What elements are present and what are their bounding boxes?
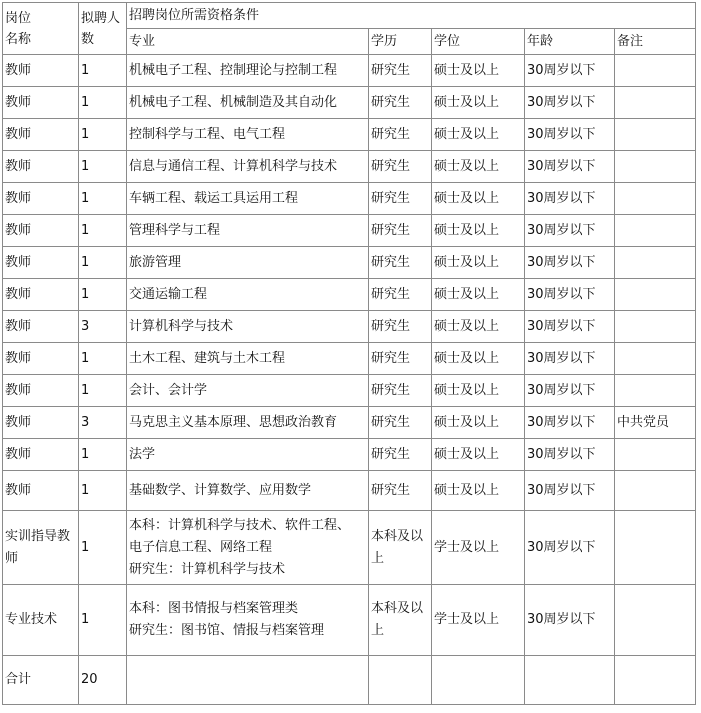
count-cell: 1 xyxy=(79,375,127,407)
count-cell: 1 xyxy=(79,183,127,215)
count-cell: 3 xyxy=(79,407,127,439)
education-cell: 研究生 xyxy=(369,471,432,511)
count-cell: 1 xyxy=(79,87,127,119)
table-row xyxy=(3,311,696,343)
major-cell: 旅游管理 xyxy=(127,247,369,279)
age-cell: 30周岁以下 xyxy=(525,311,615,343)
education-cell: 研究生 xyxy=(369,119,432,151)
major-cell: 机械电子工程、机械制造及其自动化 xyxy=(127,87,369,119)
major-cell xyxy=(127,585,369,656)
education-cell: 研究生 xyxy=(369,311,432,343)
degree-cell: 硕士及以上 xyxy=(432,215,525,247)
table-row xyxy=(3,247,696,279)
empty-cell xyxy=(525,656,615,705)
age-cell: 30周岁以下 xyxy=(525,55,615,87)
table-row xyxy=(3,183,696,215)
major-cell: 信息与通信工程、计算机科学与技术 xyxy=(127,151,369,183)
age-cell: 30周岁以下 xyxy=(525,87,615,119)
education-cell: 研究生 xyxy=(369,407,432,439)
post-cell: 教师 xyxy=(3,311,79,343)
education-cell: 研究生 xyxy=(369,215,432,247)
major-cell: 土木工程、建筑与土木工程 xyxy=(127,343,369,375)
major-line: 本科：图书情报与档案管理类 xyxy=(129,601,299,616)
remarks-cell xyxy=(615,247,696,279)
age-cell: 30周岁以下 xyxy=(525,183,615,215)
header-planned-hires-line1: 拟聘人 xyxy=(81,10,121,26)
post-line: 师 xyxy=(5,550,19,566)
degree-cell: 硕士及以上 xyxy=(432,471,525,511)
table-row xyxy=(3,119,696,151)
count-cell: 1 xyxy=(79,585,127,656)
post-cell: 教师 xyxy=(3,471,79,511)
header-row xyxy=(3,3,696,29)
header-post-name-line2: 名称 xyxy=(5,31,32,47)
header-major: 专业 xyxy=(127,29,369,55)
remarks-cell xyxy=(615,471,696,511)
education-cell: 研究生 xyxy=(369,87,432,119)
major-cell: 马克思主义基本原理、思想政治教育 xyxy=(127,407,369,439)
age-cell: 30周岁以下 xyxy=(525,585,615,656)
post-cell: 教师 xyxy=(3,247,79,279)
education-cell: 研究生 xyxy=(369,55,432,87)
remarks-cell xyxy=(615,343,696,375)
degree-cell: 硕士及以上 xyxy=(432,311,525,343)
remarks-cell xyxy=(615,279,696,311)
major-cell: 基础数学、计算数学、应用数学 xyxy=(127,471,369,511)
major-cell: 管理科学与工程 xyxy=(127,215,369,247)
education-cell xyxy=(369,585,432,656)
count-cell: 1 xyxy=(79,471,127,511)
count-cell: 1 xyxy=(79,151,127,183)
remarks-cell xyxy=(615,511,696,585)
header-planned-hires xyxy=(79,3,127,55)
degree-cell: 硕士及以上 xyxy=(432,151,525,183)
degree-cell: 硕士及以上 xyxy=(432,247,525,279)
header-conditions-group: 招聘岗位所需资格条件 xyxy=(127,3,696,29)
total-label-cell: 合计 xyxy=(3,656,79,705)
degree-cell: 硕士及以上 xyxy=(432,375,525,407)
age-cell: 30周岁以下 xyxy=(525,119,615,151)
education-line: 上 xyxy=(371,623,385,638)
major-cell xyxy=(127,511,369,585)
table-row xyxy=(3,343,696,375)
remarks-cell xyxy=(615,439,696,471)
post-line: 实训指导教 xyxy=(5,528,71,544)
degree-cell: 硕士及以上 xyxy=(432,55,525,87)
major-cell: 控制科学与工程、电气工程 xyxy=(127,119,369,151)
remarks-cell xyxy=(615,183,696,215)
age-cell: 30周岁以下 xyxy=(525,375,615,407)
post-cell: 教师 xyxy=(3,87,79,119)
post-cell: 教师 xyxy=(3,279,79,311)
remarks-cell xyxy=(615,375,696,407)
education-cell: 研究生 xyxy=(369,343,432,375)
table-row xyxy=(3,279,696,311)
remarks-cell xyxy=(615,87,696,119)
table-row xyxy=(3,407,696,439)
remarks-cell: 中共党员 xyxy=(615,407,696,439)
age-cell: 30周岁以下 xyxy=(525,407,615,439)
header-age: 年龄 xyxy=(525,29,615,55)
header-post-name-line1: 岗位 xyxy=(5,10,32,26)
table-row xyxy=(3,215,696,247)
age-cell: 30周岁以下 xyxy=(525,151,615,183)
remarks-cell xyxy=(615,311,696,343)
major-cell: 机械电子工程、控制理论与控制工程 xyxy=(127,55,369,87)
major-cell: 法学 xyxy=(127,439,369,471)
count-cell: 1 xyxy=(79,439,127,471)
education-cell: 研究生 xyxy=(369,439,432,471)
degree-cell: 硕士及以上 xyxy=(432,279,525,311)
remarks-cell xyxy=(615,585,696,656)
education-cell: 研究生 xyxy=(369,375,432,407)
total-row xyxy=(3,656,696,705)
count-cell: 3 xyxy=(79,311,127,343)
age-cell: 30周岁以下 xyxy=(525,279,615,311)
degree-cell: 硕士及以上 xyxy=(432,119,525,151)
age-cell: 30周岁以下 xyxy=(525,343,615,375)
age-cell: 30周岁以下 xyxy=(525,511,615,585)
education-line: 本科及以 xyxy=(371,601,424,616)
empty-cell xyxy=(127,656,369,705)
major-line: 电子信息工程、网络工程 xyxy=(129,539,273,555)
post-cell: 教师 xyxy=(3,439,79,471)
table-body xyxy=(3,3,696,705)
post-cell: 教师 xyxy=(3,119,79,151)
empty-cell xyxy=(369,656,432,705)
post-cell: 教师 xyxy=(3,375,79,407)
post-cell: 教师 xyxy=(3,151,79,183)
count-cell: 1 xyxy=(79,247,127,279)
empty-cell xyxy=(432,656,525,705)
degree-cell: 硕士及以上 xyxy=(432,407,525,439)
count-cell: 1 xyxy=(79,55,127,87)
empty-cell xyxy=(615,656,696,705)
header-degree: 学位 xyxy=(432,29,525,55)
header-education: 学历 xyxy=(369,29,432,55)
total-count-cell: 20 xyxy=(79,656,127,705)
post-cell: 教师 xyxy=(3,55,79,87)
count-cell: 1 xyxy=(79,343,127,375)
table-row xyxy=(3,585,696,656)
age-cell: 30周岁以下 xyxy=(525,439,615,471)
count-cell: 1 xyxy=(79,279,127,311)
header-post-name xyxy=(3,3,79,55)
header-remarks: 备注 xyxy=(615,29,696,55)
count-cell: 1 xyxy=(79,119,127,151)
post-cell: 专业技术 xyxy=(3,585,79,656)
education-cell: 研究生 xyxy=(369,247,432,279)
age-cell: 30周岁以下 xyxy=(525,471,615,511)
degree-cell: 硕士及以上 xyxy=(432,87,525,119)
major-line: 研究生：计算机科学与技术 xyxy=(129,561,286,577)
table-row xyxy=(3,55,696,87)
education-cell xyxy=(369,511,432,585)
post-cell xyxy=(3,511,79,585)
education-line: 上 xyxy=(371,550,385,566)
table-row xyxy=(3,151,696,183)
remarks-cell xyxy=(615,215,696,247)
remarks-cell xyxy=(615,151,696,183)
header-planned-hires-line2: 数 xyxy=(81,31,95,47)
remarks-cell xyxy=(615,119,696,151)
degree-cell: 硕士及以上 xyxy=(432,343,525,375)
degree-cell: 学士及以上 xyxy=(432,511,525,585)
education-cell: 研究生 xyxy=(369,183,432,215)
recruitment-table xyxy=(2,2,696,705)
post-cell: 教师 xyxy=(3,215,79,247)
post-cell: 教师 xyxy=(3,343,79,375)
major-cell: 交通运输工程 xyxy=(127,279,369,311)
education-cell: 研究生 xyxy=(369,279,432,311)
degree-cell: 硕士及以上 xyxy=(432,439,525,471)
major-cell: 计算机科学与技术 xyxy=(127,311,369,343)
remarks-cell xyxy=(615,55,696,87)
degree-cell: 硕士及以上 xyxy=(432,183,525,215)
major-cell: 车辆工程、载运工具运用工程 xyxy=(127,183,369,215)
table-row xyxy=(3,439,696,471)
major-line: 本科：计算机科学与技术、软件工程、 xyxy=(129,517,351,533)
major-line: 研究生：图书馆、情报与档案管理 xyxy=(129,623,325,638)
table-row xyxy=(3,511,696,585)
post-cell: 教师 xyxy=(3,183,79,215)
age-cell: 30周岁以下 xyxy=(525,215,615,247)
age-cell: 30周岁以下 xyxy=(525,247,615,279)
major-cell: 会计、会计学 xyxy=(127,375,369,407)
count-cell: 1 xyxy=(79,215,127,247)
table-row xyxy=(3,471,696,511)
education-line: 本科及以 xyxy=(371,528,424,544)
education-cell: 研究生 xyxy=(369,151,432,183)
table-row xyxy=(3,375,696,407)
count-cell: 1 xyxy=(79,511,127,585)
degree-cell: 学士及以上 xyxy=(432,585,525,656)
table-row xyxy=(3,87,696,119)
post-cell: 教师 xyxy=(3,407,79,439)
